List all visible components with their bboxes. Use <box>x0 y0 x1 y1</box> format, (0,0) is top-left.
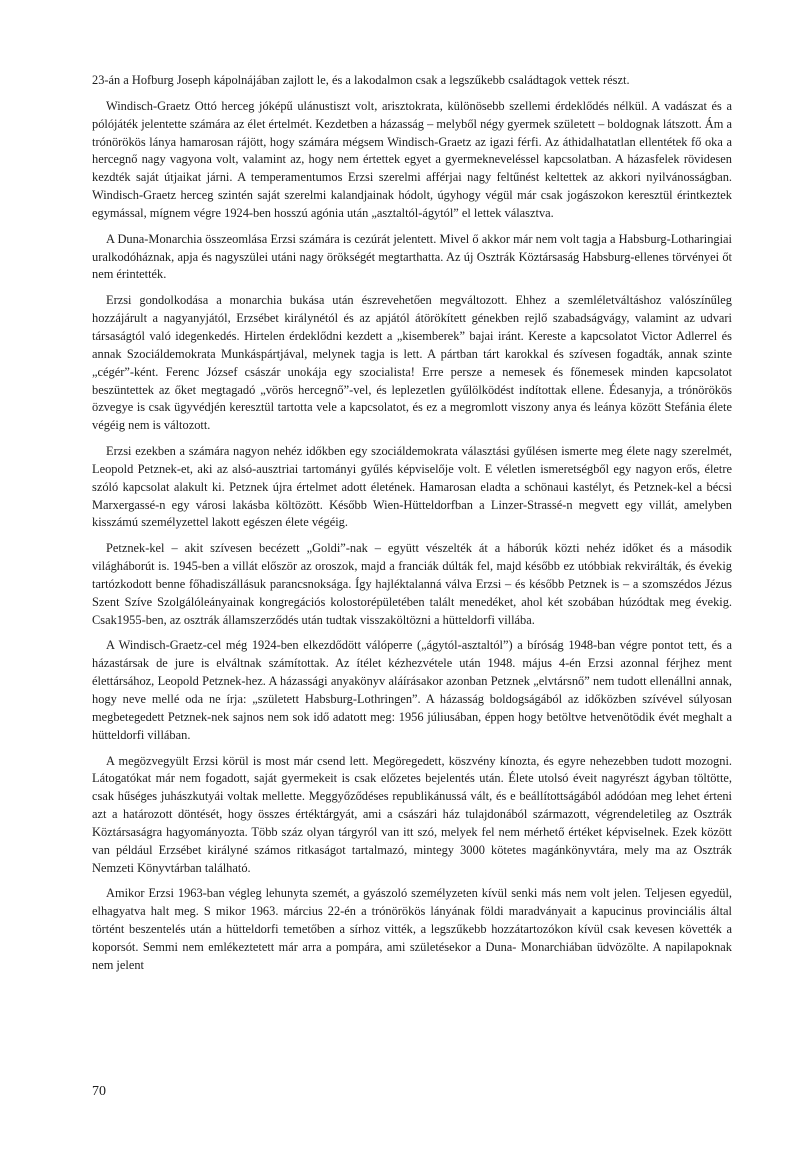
paragraph-2: Windisch-Graetz Ottó herceg jóképű ulánustiszt volt, arisztokrata, különösebb szellemi érdeklődés nélkül. A vadászat és a pólójáték jelentette számára az élet értelmét. Kezdetben a házasság – melyből négy gyermek született – boldognak látszott. Ám a trónörökös lánya hamarosan rájött, hogy számára mégsem Windisch-Graetz az igazi férfi. Az áthidalhatatlan ellentétek fő oka a hercegnő nagy vagyona volt, valamint az, hogy nem értettek egyet a gyermekneveléssel kapcsolatban. A házasfelek rövidesen kezdték saját útjaikat járni. A temperamentumos Erzsi szerelmi afférjai nagy feltűnést keltettek az akkori nyilvánosságban. Windisch-Graetz herceg szintén saját szerelmi kalandjainak hódolt, úgyhogy végül már csak jogászokon keresztül érintkeztek egymással, mígnem végre 1924-ben hosszú agónia után „asztaltól-ágytól” el lettek választva. <box>92 98 732 220</box>
paragraph-7: A Windisch-Graetz-cel még 1924-ben elkezdődött válóperre („ágytól-asztaltól”) a bíróság 1948-ban végre pontot tett, és a házastársak de jure is elváltnak számítottak. Az ítélet kézhezvétele után 1948. május 4-én Erzsi azonnal férjhez ment élettársához, Leopold Petznek-hez. A házassági anyakönyv aláírásakor azonban Petznek „elvtársnő” nem tudott ellenállni annak, hogy neve mellé oda ne írja: „született Habsburg-Lothringen”. A házasság boldogságából az időközben szívével súlyosan megbetegedett Petznek-nek sajnos nem sok idő adatott meg: 1956 júliusában, éppen hogy betöltve hetvenötödik évét meghalt a hütteldorfi villában. <box>92 638 732 742</box>
page-number: 70 <box>92 1084 106 1099</box>
page-body <box>92 72 732 983</box>
paragraph-6: Petznek-kel – akit szívesen becézett „Goldi”-nak – együtt vészelték át a háborúk közti nehéz időket és a második világháborút is. 1945-ben a villát először az oroszok, majd a franciák dúlták fel, majd később ez utóbbiak rekvirálták, és évekig tartózkodott benne főhadiszállásuk parancsnoksága. Így hajléktalanná válva Erzsi – és később Petznek is – a szomszédos Jézus Szent Szíve Szolgálóleányainak kongregációs kolostorépületében talált menedéket, ahol két szobában húzódtak meg évekig. Csak1955-ben, az osztrák államszerződés után tudtak visszaköltözni a hütteldorfi villába. <box>92 541 732 627</box>
paragraph-9: Amikor Erzsi 1963-ban végleg lehunyta szemét, a gyászoló személyzeten kívül senki más nem volt jelen. Teljesen egyedül, elhagyatva halt meg. S mikor 1963. március 22-én a trónörökös lányának földi maradványait a kapucinus provinciális által történt beszentelés után a hütteldorfi temetőben a sírhoz vitték, a legszűkebb hozzátartozókon kívül csak kevesen követték a koporsót. Semmi nem emlékeztetett már arra a pompára, ami születésekor a Duna- Monarchiában üdvözölte. A napilapoknak nem jelent <box>92 886 732 972</box>
paragraph-3: A Duna-Monarchia összeomlása Erzsi számára is cezúrát jelentett. Mivel ő akkor már nem volt tagja a Habsburg-Lotharingiai uralkodóháznak, apja és nagyszülei utáni nagy örökségét megtarthatta. Az új Osztrák Köztársaság Habsburg-ellenes törvényei őt nem érintették. <box>92 231 732 282</box>
paragraph-4: Erzsi gondolkodása a monarchia bukása után észrevehetően megváltozott. Ehhez a szemléletváltáshoz valószínűleg hozzájárult a nagyanyjától, Erzsébet királynétól és az apjától átörökített génekben rejlő szabadságvágy, valamint az udvari társaságtól való idegenkedés. Hirtelen érdeklődni kezdett a „kisemberek” bajai iránt. Kereste a kapcsolatot Victor Adlerrel és annak Szociáldemokrata Munkáspártjával, melynek tagja is lett. A pártban tárt karokkal és szívesen fogadták, annak szinte „cégér”-ként. Ferenc József császár unokája egy szocialista! Erre persze a nemesek és főnemesek minden kapcsolatot beszüntettek az őket megtagadó „vörös hercegnő”-vel, és leplezetlen gyűlölködést indítottak ellene. Édesanyja, a trónörökös özvegye is csak ügyvédjén keresztül tartotta vele a kapcsolatot, és ez a megromlott viszony anya és leánya között Stefánia élete végéig nem is változott. <box>92 293 732 433</box>
paragraph-8: A megözvegyült Erzsi körül is most már csend lett. Megöregedett, köszvény kínozta, és egyre nehezebben tudott mozogni. Látogatókat már nem fogadott, saját gyermekeit is csak előzetes bejelentés után. Élete utolsó éveit nagyrészt ágyban töltötte, csak hűséges juhászkutyái voltak mellette. Meggyőződéses republikánussá vált, és e beállítottságából adódóan meg lehet érteni azt a határozott döntését, hogy összes értéktárgyát, ami a császári ház tulajdonából származott, végrendeletileg az Osztrák Köztársaságra hagyományozta. Több száz olyan tárgyról van itt szó, melyek fel nem mérhető értéket képviselnek. Ezek között van például Erzsébet királyné számos ritkaságot tartalmazó, mintegy 3000 kötetes magánkönyvtára, mely ma az Osztrák Nemzeti Könyvtárban található. <box>92 753 732 875</box>
paragraph-1: 23-án a Hofburg Joseph kápolnájában zajlott le, és a lakodalmon csak a legszűkebb családtagok vettek részt. <box>92 73 630 87</box>
paragraph-5: Erzsi ezekben a számára nagyon nehéz időkben egy szociáldemokrata választási gyűlésen ismerte meg élete nagy szerelmét, Leopold Petznek-et, aki az alsó-ausztriai tartományi gyűlés képviselője volt. E véletlen ismeretségből egy nagyon erős, életre szóló kapcsolat alakult ki. Petznek újra értelmet adott életének. Hamarosan eladta a schönaui kastélyt, és Petznek-kel a bécsi Marxergassé-n egy városi lakásba költözött. Később Wien-Hütteldorfban a Linzer-Strassé-n megvett egy villát, amelyben kisszámú személyzettel lakott egészen élete végéig. <box>92 444 732 530</box>
